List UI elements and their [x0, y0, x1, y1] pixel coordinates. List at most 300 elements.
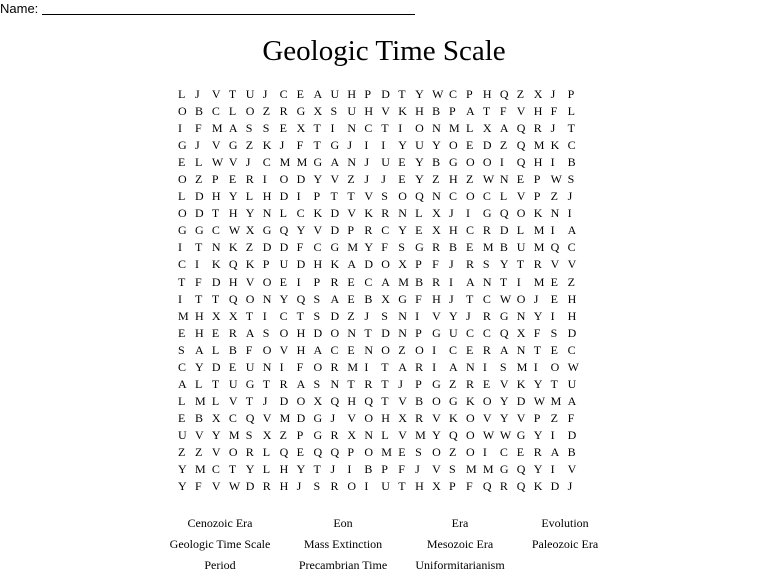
grid-letter: D	[194, 206, 204, 221]
grid-letter: P	[347, 444, 355, 459]
grid-letter: X	[516, 325, 526, 340]
grid-letter: Q	[279, 223, 289, 238]
grid-letter: S	[330, 104, 338, 119]
grid-letter: O	[279, 172, 289, 187]
grid-letter: A	[499, 342, 509, 357]
grid-letter: V	[567, 257, 577, 272]
grid-letter: A	[465, 104, 475, 119]
grid-letter: O	[178, 172, 187, 187]
grid-letter: N	[465, 359, 475, 374]
grid-row	[178, 376, 585, 393]
grid-letter: A	[381, 274, 390, 289]
grid-letter: T	[211, 376, 220, 391]
grid-letter: O	[516, 291, 526, 306]
grid-letter: X	[482, 121, 492, 136]
grid-letter: J	[330, 410, 336, 425]
grid-letter: P	[313, 274, 321, 289]
grid-letter: L	[381, 427, 389, 442]
grid-letter: G	[313, 410, 323, 425]
grid-letter: C	[364, 274, 373, 289]
grid-letter: M	[211, 121, 223, 136]
grid-letter: Z	[279, 427, 287, 442]
grid-letter: M	[279, 410, 291, 425]
grid-letter: S	[245, 121, 253, 136]
grid-letter: C	[381, 223, 390, 238]
grid-row	[178, 86, 585, 103]
grid-letter: V	[262, 410, 272, 425]
grid-letter: I	[465, 206, 470, 221]
grid-letter: T	[381, 121, 389, 136]
grid-letter: J	[533, 291, 539, 306]
grid-letter: C	[567, 342, 576, 357]
grid-letter: G	[449, 393, 458, 408]
grid-letter: A	[245, 325, 255, 340]
grid-letter: Y	[364, 240, 373, 255]
grid-letter: K	[398, 104, 407, 119]
grid-letter: T	[550, 376, 558, 391]
grid-letter: O	[482, 393, 492, 408]
grid-letter: L	[211, 393, 220, 408]
grid-letter: J	[398, 376, 403, 391]
grid-letter: I	[296, 189, 301, 204]
grid-letter: Z	[262, 104, 271, 119]
grid-letter: Z	[516, 87, 525, 101]
grid-letter: T	[381, 359, 389, 374]
grid-letter: J	[330, 462, 336, 477]
grid-letter: Y	[449, 308, 458, 323]
grid-letter: W	[432, 87, 444, 101]
grid-letter: O	[482, 155, 492, 170]
grid-letter: S	[415, 444, 422, 459]
grid-letter: I	[415, 308, 420, 323]
grid-letter: O	[381, 257, 390, 272]
grid-letter: P	[567, 87, 575, 101]
grid-letter: A	[330, 155, 340, 170]
grid-letter: E	[178, 155, 186, 170]
grid-letter: H	[533, 155, 543, 170]
grid-letter: Y	[178, 479, 187, 494]
grid-letter: N	[432, 189, 441, 204]
grid-letter: C	[482, 325, 491, 340]
grid-letter: L	[567, 104, 575, 119]
grid-letter: Z	[194, 444, 203, 459]
grid-letter: Y	[178, 462, 187, 477]
grid-letter: Y	[194, 359, 204, 374]
grid-letter: L	[279, 206, 287, 221]
grid-letter: P	[364, 87, 371, 101]
grid-letter: R	[465, 257, 474, 272]
grid-letter: C	[313, 240, 322, 255]
word-bank-row	[160, 555, 610, 576]
grid-letter: E	[415, 223, 423, 238]
grid-letter: I	[178, 121, 182, 136]
grid-letter: Y	[499, 393, 509, 408]
grid-letter: R	[330, 427, 339, 442]
grid-letter: Y	[499, 410, 509, 425]
grid-letter: N	[347, 121, 357, 136]
grid-letter: J	[347, 138, 353, 153]
grid-letter: H	[296, 325, 306, 340]
grid-row	[178, 342, 585, 359]
grid-letter: T	[211, 291, 220, 306]
grid-letter: G	[499, 462, 509, 477]
grid-letter: I	[178, 291, 182, 306]
grid-letter: Y	[296, 223, 306, 238]
grid-letter: Z	[449, 376, 457, 391]
grid-letter: J	[279, 138, 285, 153]
grid-letter: Z	[245, 138, 254, 153]
grid-letter: Y	[432, 427, 441, 442]
grid-letter: F	[398, 462, 405, 477]
grid-letter: F	[296, 138, 304, 153]
grid-letter: Q	[516, 121, 526, 136]
grid-letter: Q	[279, 444, 289, 459]
grid-letter: P	[533, 189, 541, 204]
grid-letter: P	[262, 257, 270, 272]
grid-letter: X	[211, 308, 221, 323]
grid-letter: M	[533, 240, 545, 255]
word-bank-row	[160, 513, 610, 534]
grid-letter: V	[211, 479, 221, 494]
grid-letter: Z	[432, 172, 440, 187]
grid-letter: A	[398, 359, 407, 374]
grid-letter: G	[330, 240, 340, 255]
grid-letter: G	[194, 223, 204, 238]
grid-letter: P	[415, 325, 422, 340]
grid-row	[178, 120, 585, 137]
grid-letter: T	[262, 376, 271, 391]
grid-letter: O	[330, 325, 340, 340]
grid-letter: O	[364, 444, 373, 459]
grid-letter: T	[533, 342, 542, 357]
grid-letter: T	[567, 121, 575, 136]
grid-letter: S	[245, 427, 253, 442]
grid-letter: E	[347, 291, 355, 306]
grid-letter: Z	[347, 172, 355, 187]
grid-letter: G	[398, 291, 407, 306]
grid-letter: V	[567, 462, 577, 477]
grid-letter: K	[465, 393, 475, 408]
grid-letter: I	[449, 274, 453, 289]
grid-letter: A	[567, 393, 577, 408]
grid-letter: L	[262, 462, 271, 477]
grid-letter: V	[516, 410, 526, 425]
grid-letter: I	[432, 359, 437, 374]
grid-letter: E	[550, 291, 558, 306]
grid-letter: S	[381, 308, 388, 323]
grid-letter: Y	[228, 189, 238, 204]
grid-letter: F	[245, 342, 253, 357]
grid-letter: I	[482, 359, 487, 374]
page-title: Geologic Time Scale	[262, 35, 506, 67]
grid-letter: D	[364, 257, 373, 272]
grid-letter: H	[415, 479, 424, 494]
grid-letter: K	[449, 410, 458, 425]
grid-row	[178, 274, 585, 291]
grid-letter: I	[550, 427, 555, 442]
grid-letter: G	[516, 427, 526, 442]
grid-letter: Q	[516, 479, 526, 494]
grid-letter: X	[228, 308, 238, 323]
grid-letter: E	[178, 410, 186, 425]
grid-letter: P	[465, 87, 473, 101]
grid-letter: H	[449, 223, 458, 238]
grid-letter: I	[262, 308, 267, 323]
grid-letter: M	[482, 240, 494, 255]
word-bank-item: Mass Extinction	[303, 537, 383, 551]
grid-letter: R	[533, 444, 542, 459]
grid-letter: N	[398, 325, 407, 340]
grid-letter: E	[279, 274, 287, 289]
grid-row	[178, 171, 585, 188]
grid-letter: P	[533, 172, 541, 187]
grid-letter: X	[211, 410, 221, 425]
grid-letter: B	[449, 240, 458, 255]
grid-letter: R	[279, 376, 288, 391]
grid-letter: A	[550, 444, 560, 459]
grid-letter: F	[194, 479, 202, 494]
grid-letter: X	[398, 257, 407, 272]
grid-letter: V	[228, 393, 238, 408]
grid-letter: H	[296, 342, 306, 357]
grid-letter: O	[415, 342, 424, 357]
grid-letter: Q	[482, 479, 492, 494]
grid-letter: D	[296, 410, 306, 425]
grid-letter: P	[415, 376, 422, 391]
grid-letter: N	[516, 308, 526, 323]
grid-letter: R	[330, 274, 339, 289]
grid-letter: Y	[533, 308, 543, 323]
grid-letter: Y	[313, 172, 323, 187]
grid-letter: M	[381, 444, 392, 459]
grid-letter: G	[313, 155, 323, 170]
grid-letter: X	[347, 427, 357, 442]
grid-letter: E	[398, 444, 406, 459]
grid-letter: L	[178, 393, 186, 408]
grid-letter: J	[449, 291, 454, 306]
grid-letter: Y	[533, 462, 543, 477]
grid-letter: R	[381, 206, 390, 221]
grid-letter: S	[381, 189, 388, 204]
grid-letter: T	[482, 104, 491, 119]
grid-letter: C	[262, 155, 271, 170]
word-bank-item: Era	[451, 516, 469, 530]
grid-row	[178, 427, 585, 444]
grid-letter: W	[228, 479, 241, 494]
grid-letter: Z	[178, 444, 186, 459]
grid-letter: O	[449, 138, 458, 153]
grid-letter: E	[228, 359, 237, 374]
grid-letter: U	[245, 87, 255, 101]
grid-letter: R	[330, 359, 339, 374]
grid-letter: O	[465, 189, 475, 204]
grid-letter: W	[499, 291, 512, 306]
grid-letter: T	[211, 206, 220, 221]
grid-letter: C	[211, 104, 220, 119]
grid-letter: J	[449, 257, 454, 272]
grid-letter: N	[550, 206, 560, 221]
grid-letter: Z	[398, 342, 406, 357]
grid-letter: F	[567, 410, 575, 425]
grid-letter: H	[364, 104, 373, 119]
grid-letter: F	[194, 274, 202, 289]
grid-letter: M	[482, 462, 494, 477]
grid-letter: B	[415, 393, 424, 408]
grid-letter: X	[533, 87, 543, 101]
grid-letter: D	[279, 240, 289, 255]
grid-row	[178, 103, 585, 120]
grid-letter: J	[364, 172, 369, 187]
grid-letter: R	[364, 376, 373, 391]
grid-letter: V	[482, 410, 492, 425]
grid-letter: Y	[296, 462, 306, 477]
grid-letter: I	[533, 359, 538, 374]
name-label: Name:	[0, 1, 39, 16]
grid-letter: I	[550, 223, 555, 238]
grid-letter: S	[313, 291, 321, 306]
grid-letter: T	[313, 121, 321, 136]
grid-letter: U	[279, 257, 289, 272]
grid-letter: I	[381, 138, 386, 153]
grid-letter: T	[330, 189, 338, 204]
grid-letter: Y	[211, 427, 221, 442]
grid-letter: S	[262, 121, 270, 136]
grid-letter: C	[465, 223, 474, 238]
grid-letter: D	[330, 308, 340, 323]
grid-letter: L	[178, 189, 186, 204]
grid-letter: C	[296, 206, 305, 221]
grid-letter: S	[398, 240, 405, 255]
grid-letter: R	[432, 274, 441, 289]
grid-letter: S	[499, 359, 507, 374]
grid-letter: T	[245, 393, 254, 408]
grid-letter: P	[449, 104, 456, 119]
grid-letter: F	[533, 325, 541, 340]
grid-row	[178, 461, 585, 478]
grid-letter: D	[211, 274, 221, 289]
grid-row	[178, 393, 585, 410]
grid-letter: Q	[499, 206, 509, 221]
grid-letter: G	[499, 308, 509, 323]
word-bank-item: Period	[204, 558, 236, 572]
grid-letter: H	[482, 87, 492, 101]
grid-letter: T	[381, 376, 389, 391]
grid-letter: P	[415, 257, 422, 272]
grid-letter: B	[415, 274, 424, 289]
grid-letter: S	[262, 325, 270, 340]
grid-letter: O	[347, 479, 357, 494]
grid-letter: S	[178, 342, 185, 357]
grid-letter: G	[228, 138, 238, 153]
grid-letter: Y	[499, 257, 509, 272]
grid-letter: A	[313, 342, 323, 357]
grid-letter: K	[533, 479, 543, 494]
grid-letter: C	[279, 87, 288, 101]
grid-letter: G	[178, 223, 187, 238]
grid-letter: P	[211, 172, 219, 187]
grid-letter: H	[228, 206, 238, 221]
grid-letter: A	[228, 121, 238, 136]
grid-letter: E	[482, 376, 491, 391]
grid-letter: E	[516, 444, 525, 459]
grid-letter: O	[178, 206, 187, 221]
grid-letter: E	[296, 87, 304, 101]
grid-letter: L	[178, 87, 186, 101]
word-bank-item: Precambrian Time	[298, 558, 388, 572]
grid-letter: E	[211, 325, 220, 340]
grid-letter: C	[211, 462, 220, 477]
grid-letter: Y	[398, 138, 407, 153]
grid-letter: I	[194, 257, 199, 272]
grid-letter: N	[364, 342, 373, 357]
grid-letter: I	[398, 121, 403, 136]
grid-letter: Z	[465, 172, 474, 187]
grid-letter: K	[516, 376, 526, 391]
grid-letter: O	[516, 206, 526, 221]
grid-letter: V	[313, 223, 323, 238]
grid-letter: B	[194, 410, 203, 425]
grid-letter: R	[415, 359, 424, 374]
grid-letter: O	[432, 444, 441, 459]
grid-letter: H	[262, 189, 272, 204]
grid-letter: E	[228, 172, 237, 187]
grid-letter: D	[296, 257, 306, 272]
grid-letter: I	[550, 308, 555, 323]
grid-letter: V	[211, 87, 221, 101]
grid-row	[178, 188, 585, 205]
grid-letter: V	[550, 257, 560, 272]
grid-letter: R	[245, 172, 254, 187]
grid-letter: B	[364, 462, 373, 477]
grid-letter: O	[178, 104, 187, 119]
grid-letter: V	[499, 376, 509, 391]
grid-row	[178, 359, 585, 376]
grid-letter: O	[415, 121, 424, 136]
grid-letter: V	[228, 155, 238, 170]
grid-letter: M	[228, 427, 240, 442]
grid-letter: C	[567, 138, 576, 153]
grid-letter: B	[432, 104, 441, 119]
grid-letter: O	[262, 274, 272, 289]
grid-letter: C	[449, 189, 458, 204]
grid-letter: M	[279, 155, 291, 170]
grid-letter: X	[262, 427, 272, 442]
grid-letter: L	[194, 155, 203, 170]
grid-letter: C	[178, 257, 187, 272]
grid-letter: R	[432, 240, 441, 255]
grid-letter: O	[228, 444, 238, 459]
grid-letter: H	[211, 189, 221, 204]
grid-letter: M	[533, 138, 545, 153]
grid-letter: T	[313, 138, 321, 153]
grid-letter: E	[398, 172, 406, 187]
grid-letter: O	[296, 393, 306, 408]
grid-letter: Q	[550, 240, 560, 255]
grid-letter: C	[279, 308, 288, 323]
grid-letter: O	[364, 410, 373, 425]
grid-letter: H	[347, 393, 357, 408]
grid-letter: K	[364, 206, 373, 221]
grid-letter: D	[194, 189, 204, 204]
grid-row	[178, 154, 585, 171]
word-bank-item: Uniformitarianism	[415, 558, 505, 572]
grid-letter: D	[381, 87, 390, 101]
grid-letter: G	[296, 104, 306, 119]
grid-letter: T	[516, 257, 525, 272]
grid-letter: Q	[228, 257, 238, 272]
grid-letter: V	[516, 104, 526, 119]
grid-letter: Y	[279, 291, 289, 306]
